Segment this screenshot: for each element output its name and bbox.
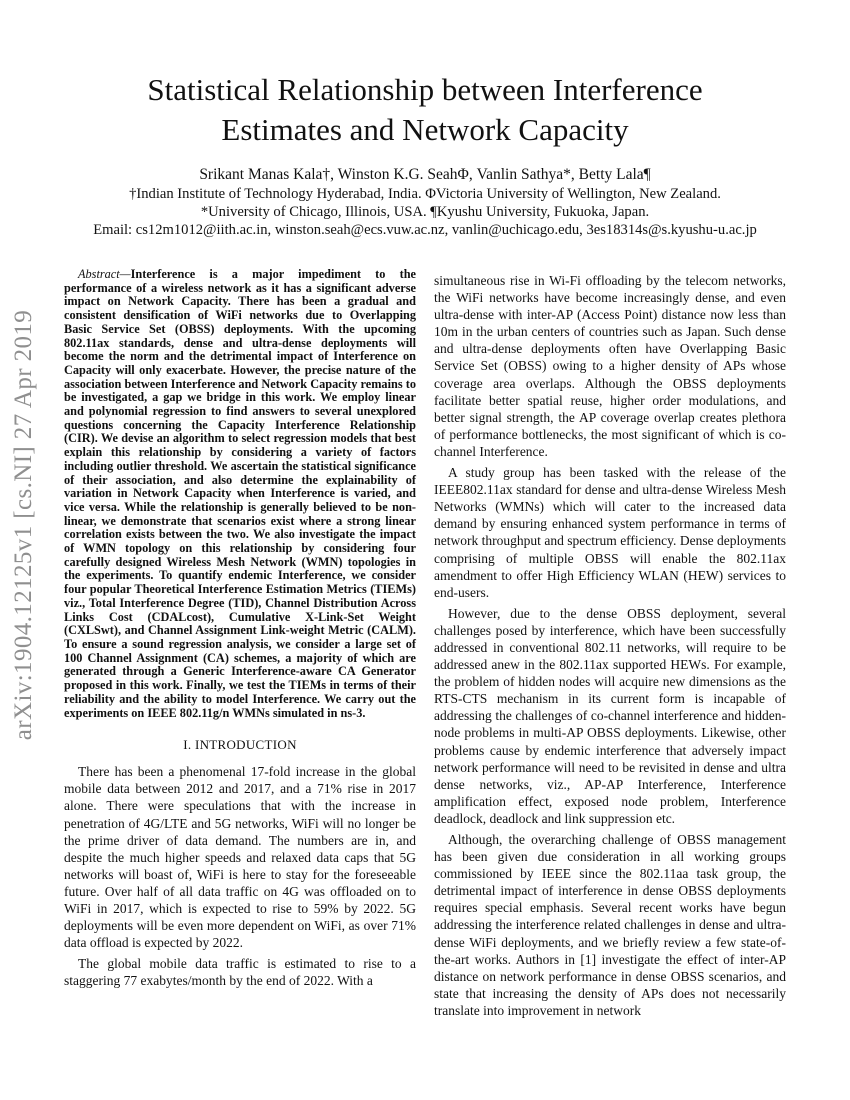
intro-paragraph-1: There has been a phenomenal 17-fold increase in the global mobile data between 2012 and 2017, and a 71% rise in 2017 alone. There were speculations that with the increase in penetration of 4G/LTE and 5G networks, WiFi will no longer be the prime driver of data demand. The numbers are in, and despite the much higher speeds and relaxed data caps that 5G networks will boast of, WiFi is here to stay for the foreseeable future. Over half of all data traffic on 4G was offloaded on to WiFi in 2017, which is expected to rise to 59% by 2022. 5G deployments will be even more dependent on WiFi, as over 71% data offload is expected by 2022. — [64, 764, 416, 951]
title-line-1: Statistical Relationship between Interference — [147, 72, 703, 107]
author-block — [60, 166, 790, 239]
abstract-text: Interference is a major impediment to the performance of a wireless network as it has a significant adverse impact on Network Capacity. There has been a gradual and consistent densification of WiFi networks due to Overlapping Basic Service Set (OBSS) deployments. With the upcoming 802.11ax standards, dense and ultra-dense deployments will become the norm and the detrimental impact of Interference on Capacity will only exacerbate. However, the precise nature of the association between Interference and Network Capacity remains to be investigated, a gap we bridge in this work. We employ linear and polynomial regression to find answers to several unexplored questions concerning the Capacity Interference Relationship (CIR). We devise an algorithm to select regression models that best explain this relationship by considering a variety of factors including outlier threshold. We ascertain the statistical significance of their association, and also determine the explainability of variation in Network Capacity when Interference is varied, and vice versa. While the relationship is generally believed to be non-linear, we demonstrate that scenarios exist where a strong linear correlation exists between the two. We also investigate the impact of WMN topology on this relationship by considering four carefully designed Wireless Mesh Network (WMN) topologies in the experiments. To quantify endemic Interference, we consider four popular Theoretical Interference Estimation Metrics (TIEMs) viz., Total Interference Degree (TID), Channel Distribution Across Links Cost (CDALcost), Cumulative X-Link-Set Weight (CXLSwt), and Channel Assignment Link-weight Metric (CALM). To ensure a sound regression analysis, we consider a large set of 100 Channel Assignment (CA) schemes, a majority of which are generated through a Generic Interference-aware CA Generator proposed in this work. Finally, we test the TIEMs in terms of their reliability and the ability to model Interference. We carry out the experiments on IEEE 802.11g/n WMNs simulated in ns-3. — [64, 267, 416, 720]
arxiv-identifier — [4, 265, 44, 785]
author-names: Srikant Manas Kala†, Winston K.G. SeahΦ, Vanlin Sathya*, Betty Lala¶ — [199, 166, 651, 183]
right-paragraph-4: Although, the overarching challenge of OBSS management has been given due consideration in all working groups commissioned by IEEE since the 802.11aa task group, the detrimental impact of interference in dense OBSS deployments requires special emphasis. Several recent works have begun addressing the interference related challenges in dense and ultra-dense WiFi deployments, and we briefly review a few state-of-the-art works. Authors in [1] investigate the effect of inter-AP distance on network performance in dense OBSS scenarios, and state that increasing the density of APs does not necessarily translate into improvement in network — [434, 832, 786, 1018]
intro-paragraph-2: The global mobile data traffic is estimated to rise to a staggering 77 exabytes/month by the end of 2022. With a — [64, 956, 416, 989]
abstract — [64, 268, 416, 720]
right-paragraph-2: A study group has been tasked with the release of the IEEE802.11ax standard for dense and ultra-dense Wireless Mesh Networks (WMNs) which will cater to the increased data demand by ensuring enhanced system performance in terms of network throughput and spectrum efficiency. Dense deployments comprising of multiple OBSS will enable the 802.11ax amendment to offer High Efficiency WLAN (HEW) services to end-users. — [434, 465, 786, 600]
right-column — [434, 272, 786, 1023]
right-paragraph-1: simultaneous rise in Wi-Fi offloading by the telecom networks, the WiFi networks have become increasingly dense, and even ultra-dense with inter-AP (Access Point) distance now less than 10m in the urban centers of countries such as Japan. Such dense and ultra-dense deployments often have Overlapping Basic Service Set (OBSS) owing to a higher density of APs whose coverage area overlaps. Although the OBSS deployments facilitate better spatial reuse, higher order modulations, and better signal strength, the AP coverage overlap creates plethora of performance bottlenecks, the most significant of which is co-channel Interference. — [434, 273, 786, 459]
abstract-label: Abstract— — [78, 267, 131, 281]
section-heading-introduction: I. INTRODUCTION — [183, 737, 297, 753]
paper-title — [60, 70, 790, 150]
arxiv-identifier-text: arXiv:1904.12125v1 [cs.NI] 27 Apr 2019 — [10, 309, 37, 741]
title-line-2: Estimates and Network Capacity — [221, 112, 629, 147]
author-emails: Email: cs12m1012@iith.ac.in, winston.seah@ecs.vuw.ac.nz, vanlin@uchicago.edu, 3es18314s@s.kyushu-u.ac.jp — [93, 222, 757, 238]
left-column — [64, 268, 416, 994]
right-paragraph-3: However, due to the dense OBSS deployment, several challenges posed by interference, which have been successfully addressed in conventional 802.11 networks, will require to be addressed anew in the 802.11ax supported HEWs. For example, the problem of hidden nodes will acquire new dimensions as the RTS-CTS mechanism in its current form is incapable of addressing the challenges of co-channel interference and hidden-node problems in multi-AP OBSS deployments. Likewise, other problems cause by endemic interference that adversely impact network performance will need to be revisited in dense and ultra dense networks, viz., AP-AP Interference, Interference amplification effect, exposed node problem, Interference deadlock, deadlock and link suppression etc. — [434, 605, 786, 826]
affiliation-line-1: †Indian Institute of Technology Hyderabad, India. ΦVictoria University of Wellington, New Zealand. — [129, 186, 721, 202]
affiliation-line-2: *University of Chicago, Illinois, USA. ¶Kyushu University, Fukuoka, Japan. — [200, 204, 650, 220]
